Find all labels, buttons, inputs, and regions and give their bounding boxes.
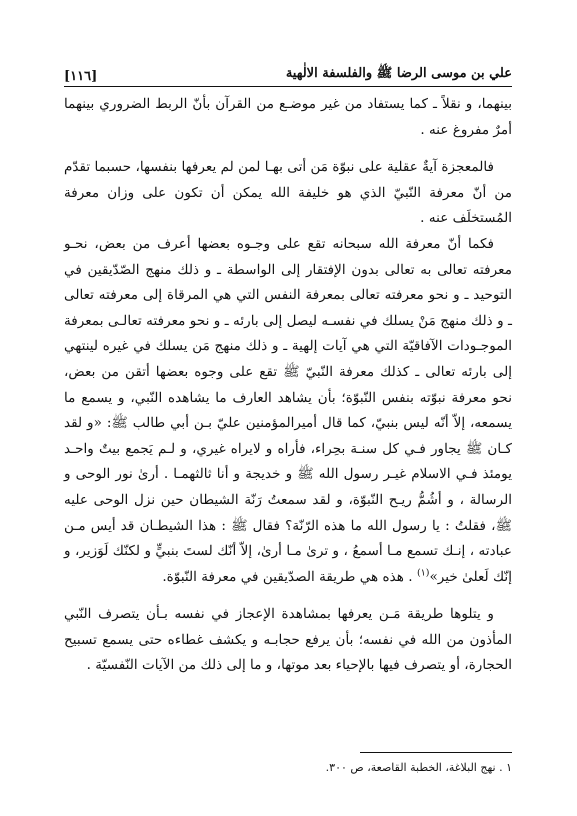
footnote-rule (360, 752, 512, 753)
page-number: [١١٦] (64, 69, 98, 84)
running-title: علي بن موسى الرضا ﷺ والفلسفة الالٰهية (285, 66, 512, 81)
paragraph-3-text: فكما أنّ معرفة الله سبحانه تقع على وجـوه بعضها أعرف من بعض، نحـو معرفته تعالى به تعالى بدون الإفتقار إلى الواسطة ـ و ذلك منهج الصّدّيقين في التوحيد ـ و نحو معرفته تعالى بمعرفة النفس التي هي المرقاة إلى معرفته تعالى ـ و ذلك منهج مَنْ يسلك في نفسـه ليصل إلى بارئه ـ و نحو معرفته تعالـى بمعرفة الموجـودات الآفاقيّة التي هي آيات إلهية ـ و ذلك منهج مَن يسلك في غيره لينتهي إلى بارئه تعالى ـ كذلك معرفة النّبيّ ﷺ تقع على وجوه بعضها أتقن من بعض، نحو معرفة نبوّته بنفس النّبوّة؛ بأن يشاهد العارف ما يشاهده النّبي، و يسمع ما يسمعه، إلاّ أنّه ليس بنبيّ، كما قال أميرالمؤمنين عليّ بـن أبي طالب ﷺ: «و لقد كـان ﷺ يجاور فـي كل سنـة بحِراء، فأراه و لايراه غيري، و لـم يَجمع بيتٌ واحـد يومئذ فـي الاسلام غيـر رسول الله ﷺ و خديجة و أنا ثالثهمـا . أرىٰ نور الوحى و الرسالة ، و أشُمُّ ريـح النّبوّة، و لقد سمعتُ رَنّة الشيطان حين نزل الوحى عليه ﷺ، فقلتُ : يا رسول الله ما هذه الرّنّة؟ فقال ﷺ : هذا الشيطـان قد أيس مـن عبادته ، إنـك تسمع مـا أسمعُ ، و ترىٰ مـا أرىٰ، إلاّ أنّك لستَ بنبيٍّ و لكنّك لَوَزير، و إنّك لَعلىٰ خير» (64, 235, 512, 585)
paragraph-3-ending: . هذه هي طريقة الصدّيقين في معرفة النّبوّة. (162, 568, 417, 585)
paragraph-4: و يتلوها طريقة مَـن يعرفها بمشاهدة الإعجاز في نفسه بـأن يتصرف النّبي المأذون من الله في نفسه؛ بأن يرفع حجابـه و يكشف غطاءه حتى يسمع تسبيح الحجارة، أو يتصرف فيها بالإحياء بعد موتها، و ما إلى ذلك من الآيات النّفسيّة . (64, 606, 512, 674)
footnote-marker: (١) (416, 567, 430, 579)
header-rule (64, 86, 512, 87)
body-text (64, 92, 512, 679)
paragraph-1: بينهما، و نقلاً ـ كما يستفاد من غير موضـع من القرآن بأنّ الربط الضروري بينهما أمرٌ مفروغ عنه . (64, 96, 512, 138)
footnote: ١ . نهج البلاغة، الخطبة القاصعة، ص ٣٠٠. (325, 761, 512, 774)
paragraph-2: فالمعجزة آيةٌ عقلية على نبوّة مَن أتى بهـا لمن لم يعرفها بنفسها، حسبما تقدّم من أنّ معرفة النّبيّ الذي هو خليفة الله يمكن أن تكون على وزان معرفة المُستخلَف عنه . (64, 159, 512, 227)
page-header (64, 62, 512, 84)
paragraph-3 (64, 232, 512, 590)
